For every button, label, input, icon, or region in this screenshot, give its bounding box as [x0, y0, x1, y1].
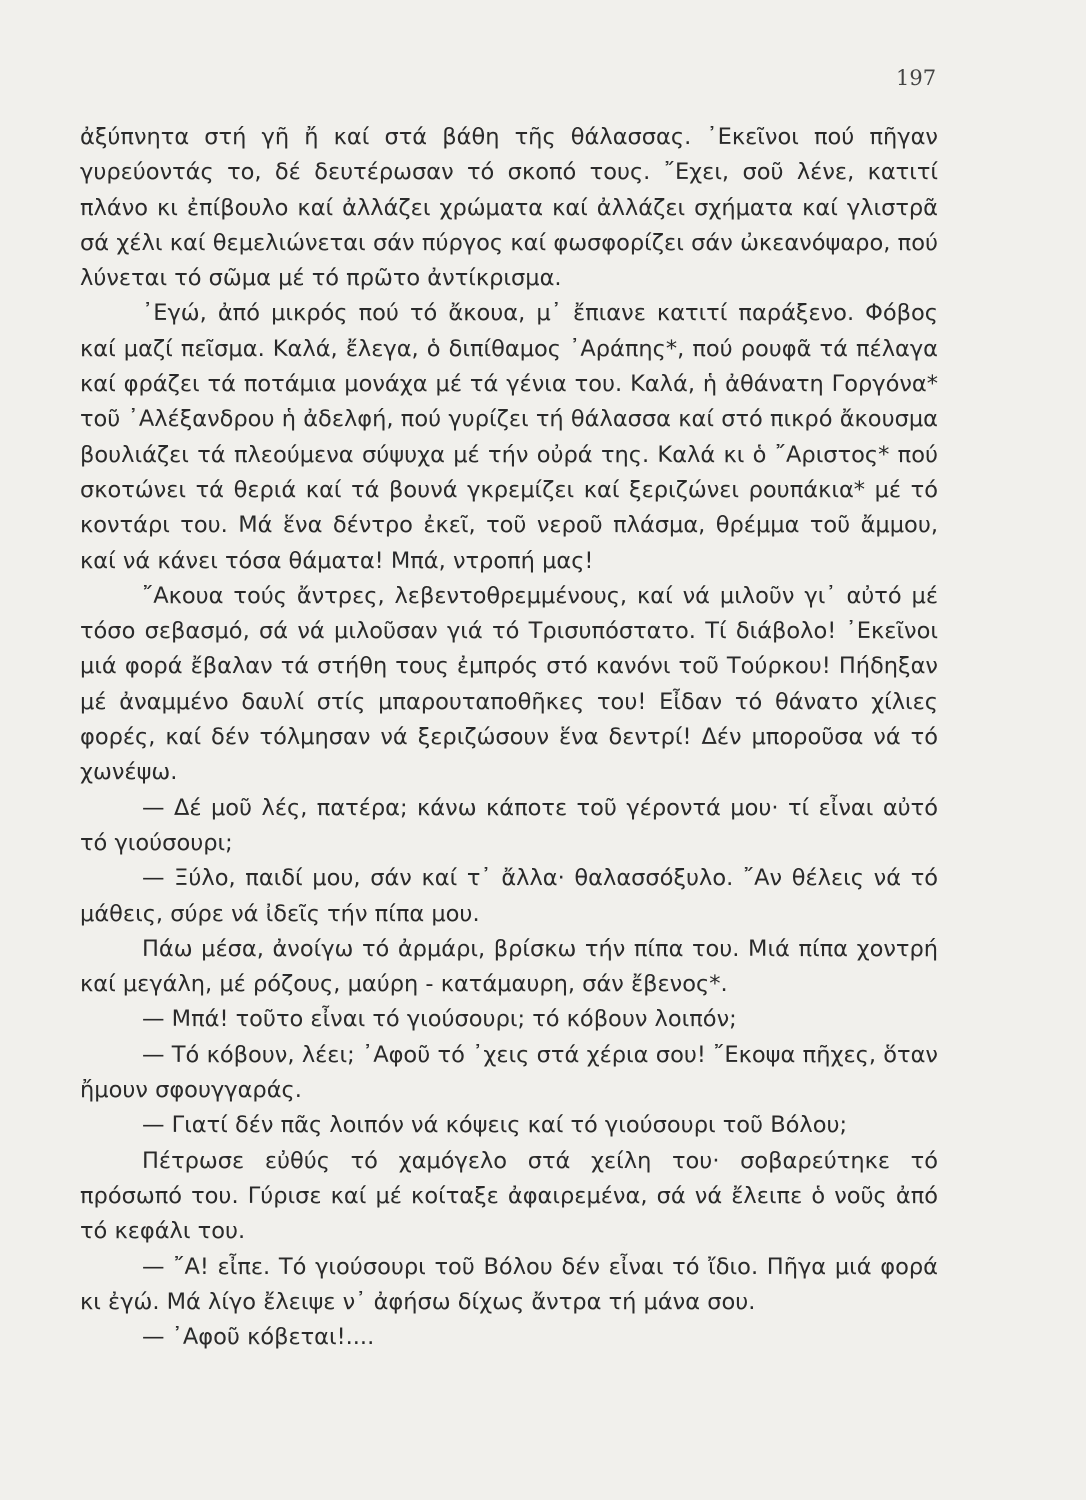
paragraph: ᾽Εγώ, ἀπό μικρός πού τό ἄκουα, μ᾽ ἔπιανε κατιτί παράξενο. Φόβος καί μαζί πεῖσμα. Καλά, ἔλεγα, ὁ διπίθαμος ᾽Αράπης*, πού ρουφᾶ τά πέλαγα καί φράζει τά ποτάμια μονάχα μέ τά γένια του. Καλά, ἡ ἀθάνατη Γοργόνα* τοῦ ᾽Αλέξανδρου ἡ ἀδελφή, πού γυρίζει τή θάλασσα καί στό πικρό ἄκουσμα βουλιάζει τά πλεούμενα σύψυχα μέ τήν οὐρά της. Καλά κι ὁ ῎Αριστος* πού σκοτώνει τά θεριά καί τά βουνά γκρεμίζει καί ξεριζώνει ρουπάκια* μέ τό κοντάρι του. Μά ἕνα δέντρο ἐκεῖ, τοῦ νεροῦ πλάσμα, θρέμμα τοῦ ἄμμου, καί νά κάνει τόσα θάματα! Μπά, ντροπή μας!: [80, 300, 938, 574]
dialogue-line: — ῎Α! εἶπε. Τό γιούσουρι τοῦ Βόλου δέν εἶναι τό ἴδιο. Πῆγα μιά φορά κι ἐγώ. Μά λίγο ἔλειψε ν᾽ ἀφήσω δίχως ἄντρα τή μάνα σου.: [80, 1253, 938, 1315]
dialogue-line: — Γιατί δέν πᾶς λοιπόν νά κόψεις καί τό γιούσουρι τοῦ Βόλου;: [142, 1112, 848, 1139]
dialogue-line: — Ξύλο, παιδί μου, σάν καί τ᾽ ἄλλα· θαλασσόξυλο. ῎Αν θέλεις νά τό μάθεις, σύρε νά ἰδεῖς τήν πίπα μου.: [80, 865, 938, 927]
page-number: 197: [896, 66, 937, 90]
dialogue-line: — Μπά! τοῦτο εἶναι τό γιούσουρι; τό κόβουν λοιπόν;: [142, 1006, 737, 1033]
dialogue-line: — ᾽Αφοῦ κόβεται!....: [142, 1324, 375, 1351]
dialogue-line: — Τό κόβουν, λέει; ᾽Αφοῦ τό ᾽χεις στά χέρια σου! ῎Εκοψα πῆχες, ὅταν ἤμουν σφουγγαράς.: [80, 1041, 938, 1104]
dialogue-line: — Δέ μοῦ λές, πατέρα; κάνω κάποτε τοῦ γέροντά μου· τί εἶναι αὐτό τό γιούσουρι;: [80, 794, 938, 856]
paragraph: Πάω μέσα, ἀνοίγω τό ἀρμάρι, βρίσκω τήν πίπα του. Μιά πίπα χοντρή καί μεγάλη, μέ ρόζους, μαύρη - κατάμαυρη, σάν ἔβενος*.: [80, 935, 938, 998]
paragraph: ῎Ακουα τούς ἄντρες, λεβεντοθρεμμένους, καί νά μιλοῦν γι᾽ αὐτό μέ τόσο σεβασμό, σά νά μιλοῦσαν γιά τό Τρισυπόστατο. Τί διάβολο! ᾽Εκεῖνοι μιά φορά ἔβαλαν τά στήθη τους ἐμπρός στό κανόνι τοῦ Τούρκου! Πήδηξαν μέ ἀναμμένο δαυλί στίς μπαρουταποθῆκες του! Εἶδαν τό θάνατο χίλιες φορές, καί δέν τόλμησαν νά ξεριζώσουν ἕνα δεντρί! Δέν μποροῦσα νά τό χωνέψω.: [80, 582, 938, 786]
paragraph: ἀξύπνητα στή γῆ ἤ καί στά βάθη τῆς θάλασσας. ᾽Εκεῖνοι πού πῆγαν γυρεύοντάς το, δέ δευτέρωσαν τό σκοπό τους. ῎Εχει, σοῦ λένε, κατιτί πλάνο κι ἐπίβουλο καί ἀλλάζει χρώματα καί ἀλλάζει σχήματα καί γλιστρᾶ σά χέλι καί θεμελιώνεται σάν πύργος καί φωσφορίζει σάν ὠκεανόψαρο, πού λύνεται τό σῶμα μέ τό πρῶτο ἀντίκρισμα.: [80, 124, 938, 292]
paragraph: Πέτρωσε εὐθύς τό χαμόγελο στά χείλη του· σοβαρεύτηκε τό πρόσωπό του. Γύρισε καί μέ κοίταξε ἀφαιρεμένα, σά νά ἔλειπε ὁ νοῦς ἀπό τό κεφάλι του.: [80, 1147, 938, 1245]
body-text: [80, 120, 938, 1355]
